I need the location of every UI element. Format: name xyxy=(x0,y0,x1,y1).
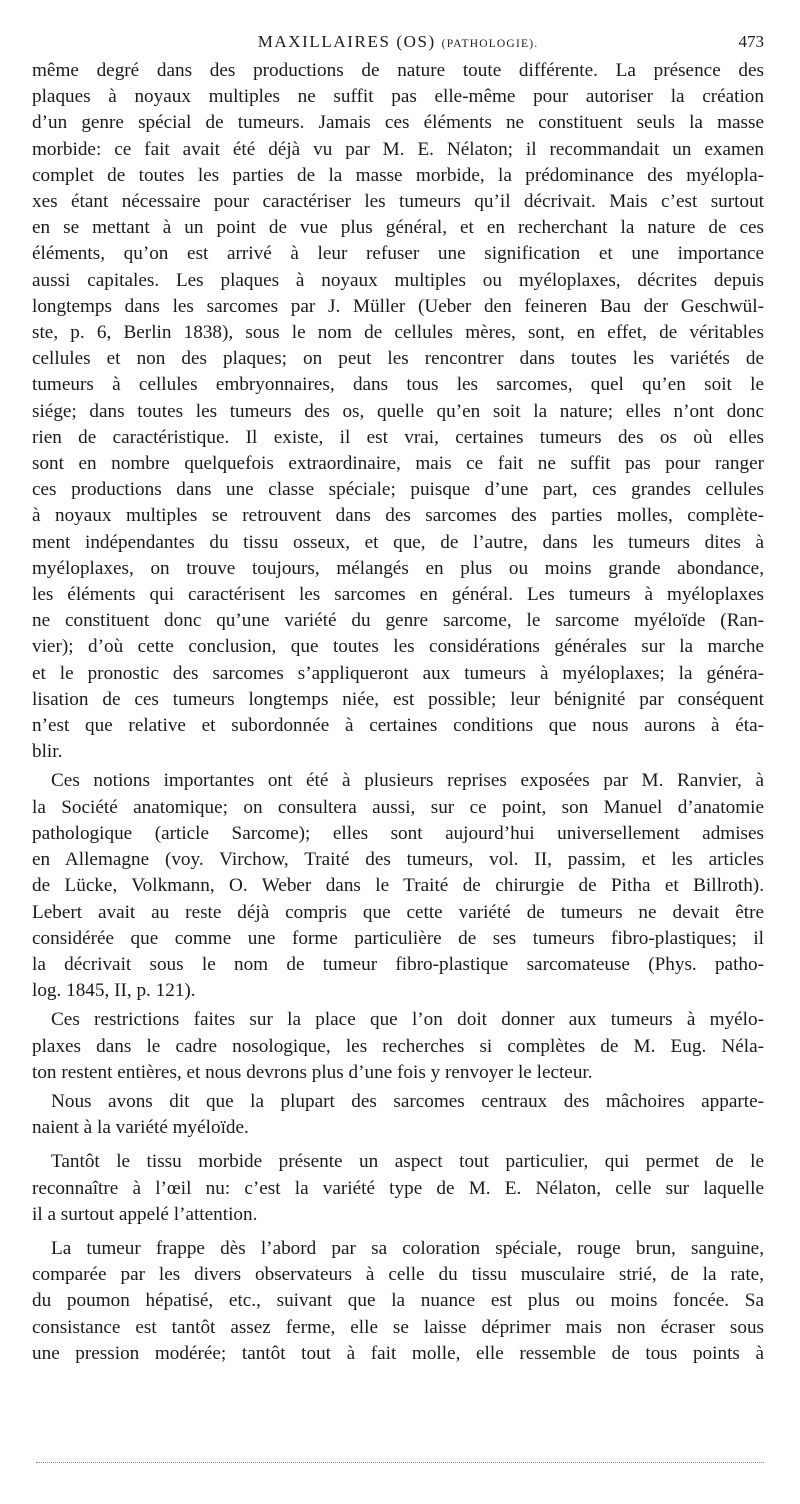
text-line: Lebert avait au reste déjà compris que cette variété de tumeurs ne devait être xyxy=(32,901,764,923)
text-line: la Société anatomique; on consultera aussi, sur ce point, son Manuel d’anatomie xyxy=(32,796,764,818)
text-line: n’est que relative et subordonnée à certaines conditions que nous aurons à éta- xyxy=(32,715,764,737)
text-line: aussi capitales. Les plaques à noyaux multiples ou myéloplaxes, décrites depuis xyxy=(32,269,764,291)
text-line: et le pronostic des sarcomes s’appliqueront aux tumeurs à myéloplaxes; la généra- xyxy=(32,662,764,684)
paragraph xyxy=(32,768,764,1004)
text-line: éléments, qu’on est arrivé à leur refuser une signification et une importance xyxy=(32,243,764,265)
page-number: 473 xyxy=(738,32,764,51)
text-line: Nous avons dit que la plupart des sarcomes centraux des mâchoires apparte- xyxy=(51,1090,764,1112)
book-page xyxy=(32,24,764,1367)
text-line: ne constituent donc qu’une variété du genre sarcome, le sarcome myéloïde (Ran- xyxy=(32,610,764,632)
paragraph xyxy=(32,58,764,765)
text-line: naient à la variété myéloïde. xyxy=(32,1117,249,1139)
text-line: log. 1845, II, p. 121). xyxy=(32,980,196,1002)
text-line: une pression modérée; tantôt tout à fait molle, elle ressemble de tous points à xyxy=(32,1342,764,1364)
text-line: les éléments qui caractérisent les sarcomes en général. Les tumeurs à myéloplaxes xyxy=(32,584,764,606)
text-line: Ces restrictions faites sur la place que l’on doit donner aux tumeurs à myélo- xyxy=(51,1009,764,1031)
running-header xyxy=(32,24,764,58)
text-line: xes étant nécessaire pour caractériser les tumeurs qu’il décrivait. Mais c’est surtout xyxy=(32,191,764,213)
text-line: ces productions dans une classe spéciale; puisque d’une part, ces grandes cellules xyxy=(32,479,764,501)
text-line: complet de toutes les parties de la masse morbide, la prédominance des myélopla- xyxy=(32,164,764,186)
text-line: vier); d’où cette conclusion, que toutes les considérations générales sur la marche xyxy=(32,636,764,658)
text-line: reconnaître à l’œil nu: c’est la variété type de M. E. Nélaton, celle sur laquelle xyxy=(32,1177,764,1199)
text-line: blir. xyxy=(32,741,63,763)
paragraph xyxy=(32,1149,764,1228)
paragraph xyxy=(32,1007,764,1086)
text-line: il a surtout appelé l’attention. xyxy=(32,1203,258,1225)
text-line: ton restent entières, et nous devrons plus d’une fois y renvoyer le lecteur. xyxy=(32,1061,593,1083)
paragraph xyxy=(32,1236,764,1367)
text-line: sont en nombre quelquefois extraordinaire, mais ce fait ne suffit pas pour ranger xyxy=(32,453,764,475)
text-line: tumeurs à cellules embryonnaires, dans tous les sarcomes, quel qu’en soit le xyxy=(32,374,764,396)
text-line: plaques à noyaux multiples ne suffit pas elle-même pour autoriser la création xyxy=(32,86,764,108)
text-line: La tumeur frappe dès l’abord par sa coloration spéciale, rouge brun, sanguine, xyxy=(51,1237,764,1259)
text-line: de Lücke, Volkmann, O. Weber dans le Traité de chirurgie de Pitha et Billroth). xyxy=(32,875,764,897)
text-line: myéloplaxes, on trouve toujours, mélangés en plus ou moins grande abondance, xyxy=(32,557,764,579)
text-line: même degré dans des productions de nature toute différente. La présence des xyxy=(32,60,764,81)
text-line: plaxes dans le cadre nosologique, les recherches si complètes de M. Eug. Néla- xyxy=(32,1035,764,1057)
text-line: Ces notions importantes ont été à plusieurs reprises exposées par M. Ranvier, à xyxy=(51,770,764,792)
text-line: en se mettant à un point de vue plus général, et en recherchant la nature de ces xyxy=(32,217,764,239)
text-line: ste, p. 6, Berlin 1838), sous le nom de cellules mères, sont, en effet, de véritables xyxy=(32,322,764,344)
text-line: rien de caractéristique. Il existe, il est vrai, certaines tumeurs des os où elles xyxy=(32,426,764,448)
text-line: du poumon hépatisé, etc., suivant que la nuance est plus ou moins foncée. Sa xyxy=(32,1290,764,1312)
text-line: lisation de ces tumeurs longtemps niée, est possible; leur bénignité par conséquent xyxy=(32,688,764,710)
running-title xyxy=(258,32,539,52)
text-line: pathologique (article Sarcome); elles sont aujourd’hui universellement admises xyxy=(32,822,764,844)
text-line: d’un genre spécial de tumeurs. Jamais ces éléments ne constituent seuls la masse xyxy=(32,112,764,134)
text-line: siége; dans toutes les tumeurs des os, quelle qu’en soit la nature; elles n’ont donc xyxy=(32,400,764,422)
text-line: consistance est tantôt assez ferme, elle se laisse déprimer mais non écraser sous xyxy=(32,1316,764,1338)
text-line: comparée par les divers observateurs à celle du tissu musculaire strié, de la rate, xyxy=(32,1264,764,1286)
footer-dotted-rule xyxy=(36,1462,764,1463)
text-line: la décrivait sous le nom de tumeur fibro-plastique sarcomateuse (Phys. patho- xyxy=(32,953,764,975)
paragraph xyxy=(32,1089,764,1141)
text-line: morbide: ce fait avait été déjà vu par M. E. Nélaton; il recommandait un examen xyxy=(32,138,764,160)
text-line: ment indépendantes du tissu osseux, et que, de l’autre, dans les tumeurs dites à xyxy=(32,531,764,553)
text-line: longtemps dans les sarcomes par J. Müller (Ueber den feineren Bau der Geschwül- xyxy=(32,295,764,317)
text-line: à noyaux multiples se retrouvent dans des sarcomes des parties molles, complète- xyxy=(32,505,764,527)
text-line: considérée que comme une forme particulière de ses tumeurs fibro-plastiques; il xyxy=(32,927,764,949)
text-line: cellules et non des plaques; on peut les rencontrer dans toutes les variétés de xyxy=(32,348,764,370)
header-title: MAXILLAIRES (OS) xyxy=(257,32,436,51)
text-line: en Allemagne (voy. Virchow, Traité des tumeurs, vol. II, passim, et les articles xyxy=(32,849,764,871)
header-subtitle: (PATHOLOGIE). xyxy=(441,38,539,50)
page-body xyxy=(32,58,764,1367)
text-line: Tantôt le tissu morbide présente un aspect tout particulier, qui permet de le xyxy=(51,1151,764,1173)
